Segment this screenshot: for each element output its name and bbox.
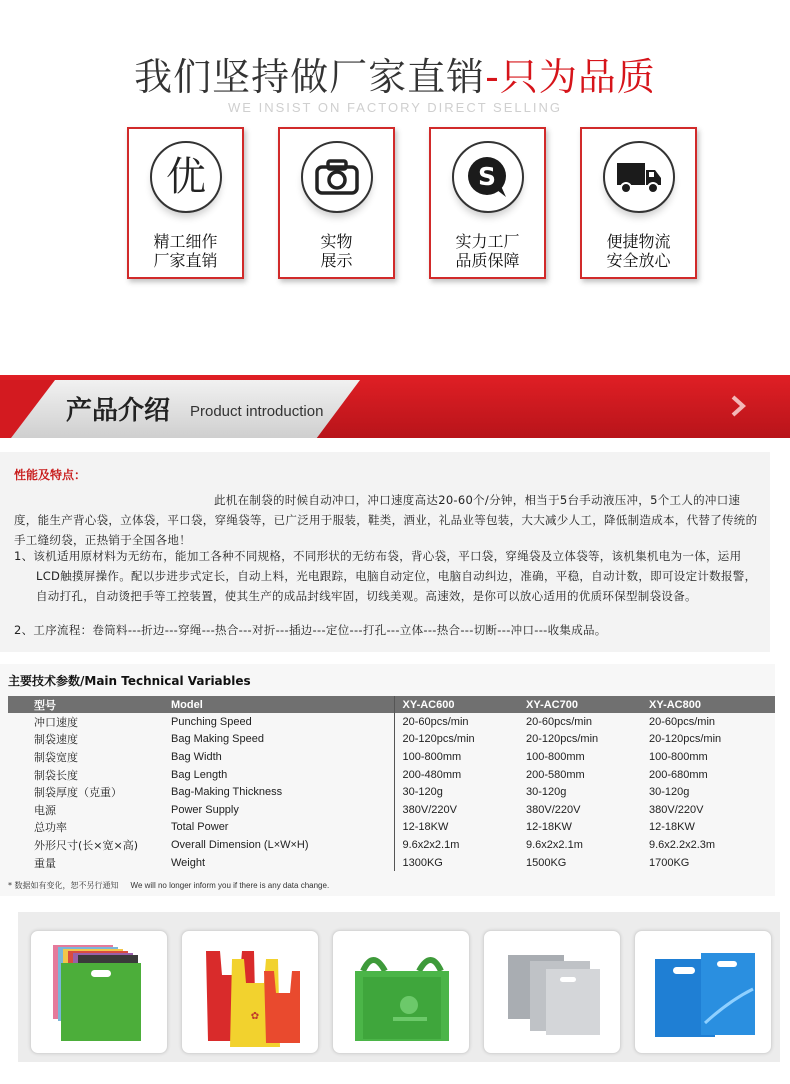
product-intro-banner xyxy=(0,370,790,438)
blue-flat-bag-photo[interactable] xyxy=(634,930,772,1054)
table-cell: 外形尺寸(长×宽×高) xyxy=(34,838,139,852)
feature-label: 实力工厂 品质保障 xyxy=(455,232,520,270)
table-cell: 30-120g xyxy=(526,786,567,799)
table-cell: 20-60pcs/min xyxy=(402,715,469,728)
table-row xyxy=(8,783,775,801)
features-paragraph-1: 此机在制袋的时候自动冲口，冲口速度高达20-60个/分钟，相当于5台手动液压冲，5个工人的冲口速度，能生产背心袋，立体袋，平口袋，穿绳袋等，已广泛用于服装，鞋类，酒业，礼品业等包装，大大减少人工，降低制造成本，代替了传统的手工缝纫袋，正热销于全国各地！ xyxy=(14,493,758,547)
features-section xyxy=(0,452,770,652)
table-cell: 20-120pcs/min xyxy=(526,733,599,746)
green-handle-bag-photo[interactable] xyxy=(332,930,470,1054)
feature-card-quality xyxy=(127,127,244,279)
feature-card-photo xyxy=(278,127,395,279)
table-cell: 380V/220V xyxy=(526,803,581,816)
features-paragraph-2: 1、该机适用原材料为无纺布，能加工各种不同规格，不同形状的无纺布袋，背心袋，平口袋，穿绳袋及立体袋等，该机集机电为一体，运用LCD触摸屏操作。配以步进步式定长，自动上料，光电跟踪，电脑自动定位，电脑自动纠边，准确，平稳，自动计数，即可设定计数报警，自动打孔，自动烫把手等工控装置，使其生产的成品封线牢固，切线美观。高速效，是你可以放心适用的优质环保型制袋设备。 xyxy=(14,549,757,603)
table-cell: 200-580mm xyxy=(526,768,585,781)
feature-label: 实物 展示 xyxy=(320,232,353,270)
table-cell: 20-120pcs/min xyxy=(402,733,475,746)
column-header: Model xyxy=(171,696,394,713)
table-cell: 30-120g xyxy=(402,786,443,799)
table-cell: 12-18KW xyxy=(526,821,572,834)
table-cell: 制袋厚度（克重） xyxy=(34,786,122,800)
table-cell: Bag-Making Thickness xyxy=(171,783,394,801)
spec-heading: 主要技术参数/Main Technical Variables xyxy=(8,674,251,688)
table-cell: 380V/220V xyxy=(402,803,457,816)
table-row xyxy=(8,731,775,749)
table-row xyxy=(8,801,775,819)
spec-section xyxy=(0,664,775,896)
table-cell: Bag Length xyxy=(171,766,394,784)
product-gallery xyxy=(18,912,780,1062)
table-cell: Weight xyxy=(171,854,394,872)
table-cell: 100-800mm xyxy=(402,750,462,763)
slogan-accent: -只为品质 xyxy=(485,55,656,99)
column-header: XY-AC600 xyxy=(394,696,526,713)
table-cell: 30-120g xyxy=(649,786,690,799)
feature-cards xyxy=(127,127,697,279)
slogan-english: WE INSIST ON FACTORY DIRECT SELLING xyxy=(228,100,562,115)
table-cell: 12-18KW xyxy=(649,821,695,834)
quality-char-icon: 优 xyxy=(150,141,222,213)
table-cell: 20-120pcs/min xyxy=(649,733,722,746)
table-cell: 1300KG xyxy=(402,856,443,869)
spec-note: * 数据如有变化，恕不另行通知 We will no longer inform you if there is any data change. xyxy=(8,881,330,890)
table-cell: Bag Making Speed xyxy=(171,731,394,749)
table-cell: 380V/220V xyxy=(649,803,704,816)
feature-label: 精工细作 厂家直销 xyxy=(153,232,218,270)
table-cell: 电源 xyxy=(34,803,56,817)
chat-bubble-icon xyxy=(452,141,524,213)
feature-card-factory xyxy=(429,127,546,279)
table-cell: 1700KG xyxy=(649,856,690,869)
table-cell: 100-800mm xyxy=(526,750,585,763)
table-cell: 200-680mm xyxy=(649,768,708,781)
svg-text:✿: ✿ xyxy=(250,1011,260,1022)
slogan-main: 我们坚持做厂家直销 xyxy=(134,55,486,99)
table-row xyxy=(8,748,775,766)
column-header: XY-AC800 xyxy=(649,696,775,713)
table-row xyxy=(8,854,775,872)
table-cell: 9.6x2x2.1m xyxy=(526,838,583,851)
table-cell: 12-18KW xyxy=(402,821,449,834)
feature-card-logistics xyxy=(580,127,697,279)
chevron-right-icon xyxy=(728,394,750,418)
table-cell: 200-480mm xyxy=(402,768,462,781)
features-heading: 性能及特点： xyxy=(14,468,87,482)
table-cell: 20-60pcs/min xyxy=(526,715,593,728)
table-row xyxy=(8,836,775,854)
column-header: 型号 xyxy=(8,696,171,713)
banner-title: 产品介绍 xyxy=(66,396,171,426)
table-cell: 冲口速度 xyxy=(34,715,78,729)
svg-text:S: S xyxy=(477,162,497,191)
table-cell: 9.6x2.2x2.3m xyxy=(649,838,716,851)
flat-bag-stack-photo[interactable] xyxy=(30,930,168,1054)
table-row xyxy=(8,766,775,784)
table-cell: Power Supply xyxy=(171,801,394,819)
table-cell: Bag Width xyxy=(171,748,394,766)
table-cell: Punching Speed xyxy=(171,713,394,731)
table-row xyxy=(8,713,775,731)
process-flow: 2、工序流程：卷筒料---折边---穿绳---热合---对折---插边---定位---打孔---立体---热合---切断---冲口---收集成品。 xyxy=(14,623,607,637)
table-cell: Overall Dimension (L×W×H) xyxy=(171,836,394,854)
column-header: XY-AC700 xyxy=(526,696,649,713)
table-cell: 100-800mm xyxy=(649,750,708,763)
hero-section xyxy=(0,0,790,300)
spec-header-row xyxy=(8,696,775,713)
table-cell: 制袋宽度 xyxy=(34,750,78,764)
table-cell: 制袋长度 xyxy=(34,768,78,782)
camera-icon xyxy=(301,141,373,213)
table-cell: 20-60pcs/min xyxy=(649,715,716,728)
table-cell: 总功率 xyxy=(34,821,67,835)
spec-table xyxy=(8,696,775,871)
table-cell: Total Power xyxy=(171,819,394,837)
truck-icon xyxy=(603,141,675,213)
slogan xyxy=(0,52,790,102)
vest-bag-photo[interactable] xyxy=(181,930,319,1054)
banner-subtitle: Product introduction xyxy=(190,403,324,420)
table-cell: 制袋速度 xyxy=(34,733,78,747)
table-cell: 重量 xyxy=(34,856,56,870)
table-cell: 9.6x2x2.1m xyxy=(402,838,460,851)
gray-flat-bag-photo[interactable] xyxy=(483,930,621,1054)
table-cell: 1500KG xyxy=(526,856,567,869)
table-row xyxy=(8,819,775,837)
feature-label: 便捷物流 安全放心 xyxy=(606,232,671,270)
